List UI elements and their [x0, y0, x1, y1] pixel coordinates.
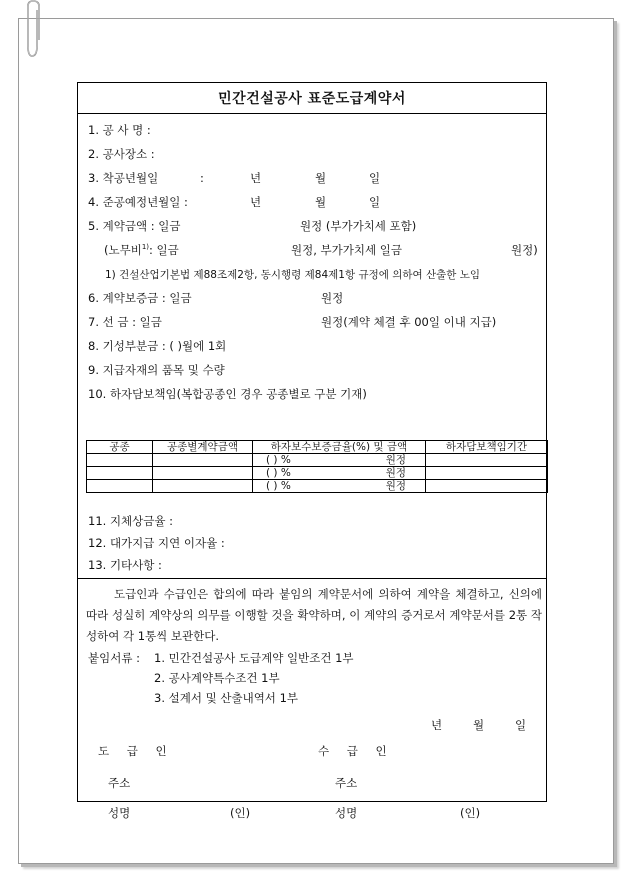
start-year: 년: [250, 171, 262, 185]
item-supplied-materials: 9. 지급자재의 품목 및 수량: [88, 363, 225, 377]
sign-day: 일: [515, 718, 527, 732]
completion-year: 년: [250, 195, 262, 209]
rate-cell[interactable]: ( ) % 원정: [253, 480, 426, 493]
contractor-name-label: 성명: [108, 806, 131, 820]
attachments-label: 붙임서류 :: [88, 651, 140, 665]
item-project-name: 1. 공 사 명 :: [88, 123, 151, 137]
labor-footnote-mark: 1): [141, 243, 150, 252]
start-month: 월: [315, 171, 327, 185]
contractor-seal: (인): [230, 806, 251, 820]
item-project-site: 2. 공사장소 :: [88, 147, 155, 161]
contract-amount-suffix: 원정 (부가가치세 포함): [300, 219, 417, 233]
item-start-date: 3. 착공년월일: [88, 171, 159, 185]
advance-payment-suffix: 원정(계약 체결 후 00일 이내 지급): [321, 315, 497, 329]
item-advance-payment: 7. 선 금 : 일금: [88, 315, 162, 329]
item-other-matters: 13. 기타사항 :: [88, 558, 162, 572]
labor-footnote: 1) 건설산업기본법 제88조제2항, 동시행령 제84제1항 규정에 의하여 산출한 노임: [105, 269, 481, 281]
work-type-cell[interactable]: [87, 454, 153, 467]
work-type-cell[interactable]: [87, 467, 153, 480]
start-day: 일: [369, 171, 381, 185]
contract-form: [77, 82, 547, 820]
start-date-colon: :: [200, 171, 204, 185]
contract-deposit-suffix: 원정: [321, 291, 344, 305]
work-type-cell[interactable]: [87, 480, 153, 493]
rate-cell[interactable]: ( ) % 원정: [253, 454, 426, 467]
period-cell[interactable]: [426, 467, 548, 480]
subcontractor-name-label: 성명: [335, 806, 358, 820]
amount-cell[interactable]: [153, 454, 253, 467]
subcontractor-label: 수 급 인: [318, 744, 387, 758]
contractor-label: 도 급 인: [98, 744, 167, 758]
header-work-type: 공종: [87, 441, 153, 454]
header-contract-amount: 공종별계약금액: [153, 441, 253, 454]
contractor-address-label: 주소: [108, 776, 131, 790]
document-title: 민간건설공사 표준도급계약서: [78, 83, 546, 114]
period-cell[interactable]: [426, 480, 548, 493]
labor-end: 원정): [511, 243, 538, 257]
subcontractor-address-label: 주소: [335, 776, 358, 790]
warranty-table: [86, 440, 548, 493]
labor-cost-prefix: (노무비: [104, 243, 142, 257]
header-warranty-rate: 하자보수보증금율(%) 및 금액: [253, 441, 426, 454]
table-row: [87, 467, 548, 480]
attachment-item: 1. 민간건설공사 도급계약 일반조건 1부: [154, 651, 354, 665]
item-delay-penalty: 11. 지체상금율 :: [88, 514, 174, 528]
sign-month: 월: [473, 718, 485, 732]
sign-year: 년: [431, 718, 443, 732]
attachment-item: 2. 공사계약특수조건 1부: [154, 671, 280, 685]
item-late-interest: 12. 대가지급 지연 이자율 :: [88, 536, 225, 550]
item-progress-payment: 8. 기성부분금 : ( )월에 1회: [88, 339, 227, 353]
item-defect-warranty: 10. 하자담보책임(복합공종인 경우 공종별로 구분 기재): [88, 387, 367, 401]
subcontractor-seal: (인): [460, 806, 481, 820]
table-header-row: [87, 441, 548, 454]
section-divider: [78, 578, 546, 579]
labor-cost-line: [104, 243, 179, 257]
completion-month: 월: [315, 195, 327, 209]
rate-cell[interactable]: ( ) % 원정: [253, 467, 426, 480]
labor-cost-amount: : 일금: [149, 243, 179, 257]
item-completion-date: 4. 준공예정년월일 :: [88, 195, 188, 209]
table-row: [87, 454, 548, 467]
labor-vat: 원정, 부가가치세 일금: [291, 243, 402, 257]
paper-clip-icon: [26, 0, 42, 62]
table-row: [87, 480, 548, 493]
agreement-paragraph: 도급인과 수급인은 합의에 따라 붙임의 계약문서에 의하여 계약을 체결하고, 신의에 따라 성실히 계약상의 의무를 이행할 것을 확약하며, 이 계약의 증거로서 계약문서를 2통 작성하여 각 1통씩 보관한다.: [86, 587, 542, 643]
completion-day: 일: [369, 195, 381, 209]
header-warranty-period: 하자담보책임기간: [426, 441, 548, 454]
period-cell[interactable]: [426, 454, 548, 467]
amount-cell[interactable]: [153, 480, 253, 493]
amount-cell[interactable]: [153, 467, 253, 480]
attachment-item: 3. 설계서 및 산출내역서 1부: [154, 691, 298, 705]
item-contract-deposit: 6. 계약보증금 : 일금: [88, 291, 192, 305]
item-contract-amount: 5. 계약금액 : 일금: [88, 219, 181, 233]
